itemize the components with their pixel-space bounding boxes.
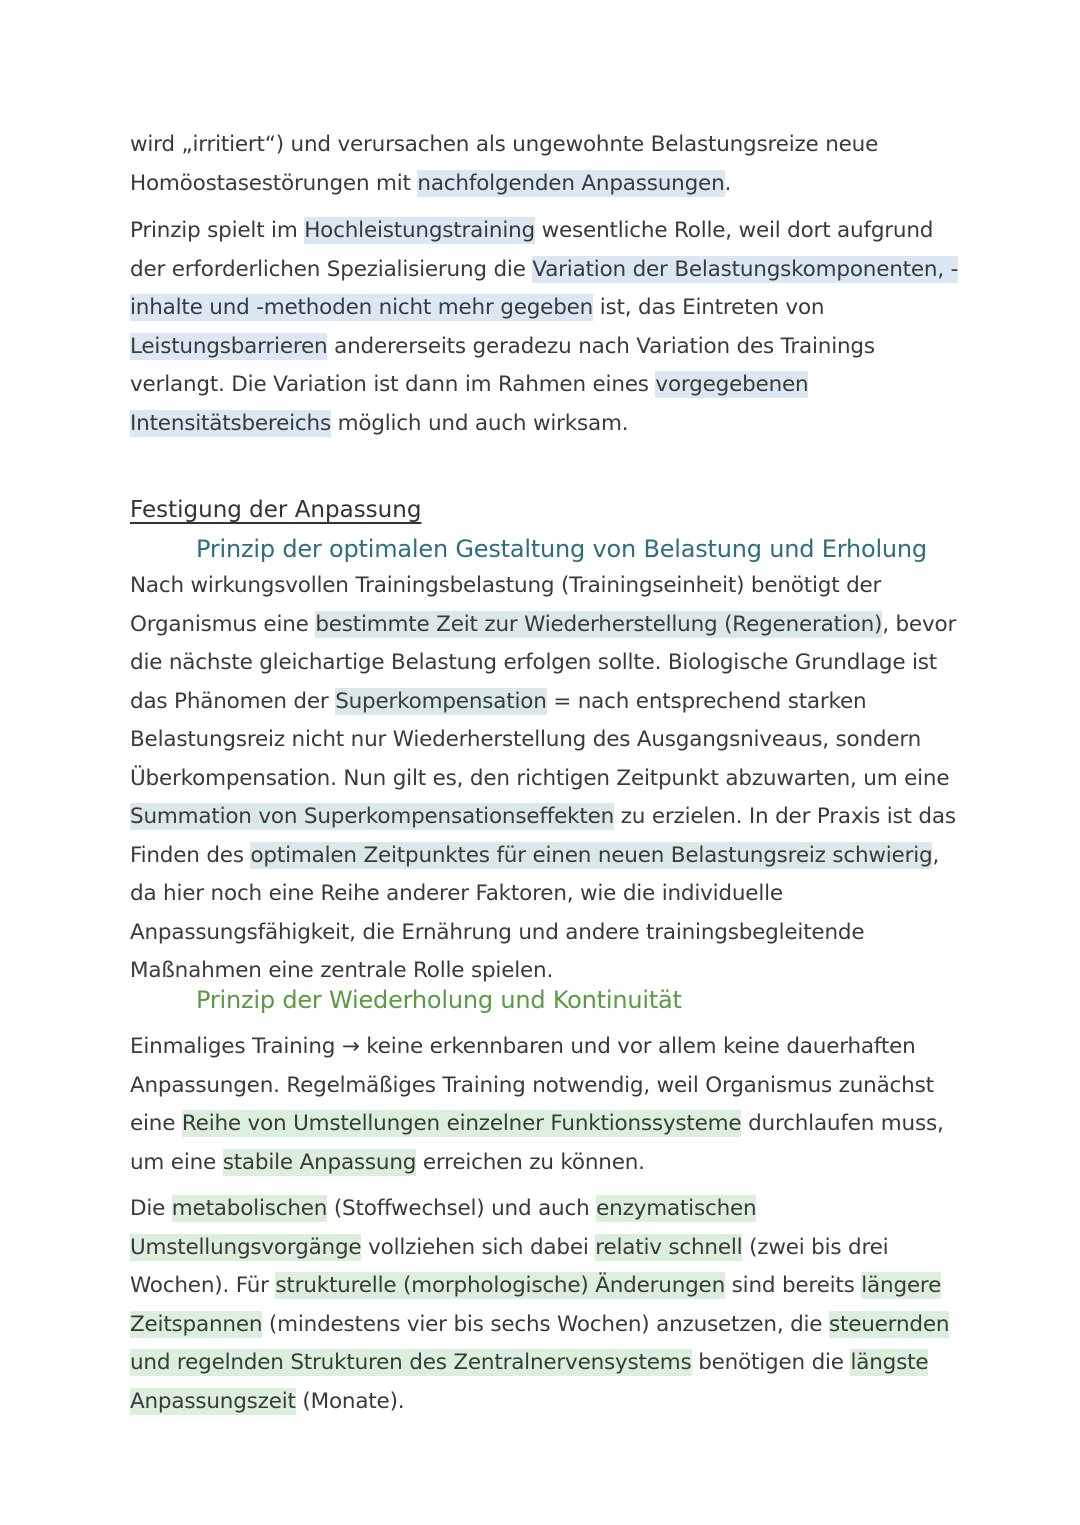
paragraph-text xyxy=(130,567,960,991)
highlight: Hochleistungstraining xyxy=(304,218,535,243)
paragraph-text xyxy=(130,126,960,203)
subheading-belastung-erholung: Prinzip der optimalen Gestaltung von Belastung und Erholung xyxy=(196,535,927,563)
text-run: wesentliche Rolle, weil dort aufgrund der erforderlichen Spezialisierung die xyxy=(130,218,934,282)
text-run: Nach wirkungsvollen Trainingsbelastung (Trainingseinheit) benötigt der Organismus eine xyxy=(130,573,882,637)
highlight: vorgegebenen Intensitätsbereichs xyxy=(130,372,809,436)
paragraph-hochleistung xyxy=(130,212,960,443)
highlight: steuernden und regelnden Strukturen des Zentralnervensystems xyxy=(130,1311,950,1375)
text-run: (zwei bis drei Wochen). Für xyxy=(130,1234,889,1298)
highlight: längere Zeitspannen xyxy=(130,1273,942,1337)
highlight: stabile Anpassung xyxy=(222,1149,417,1175)
text-run: andererseits geradezu nach Variation des Trainings verlangt. Die Variation ist dann im Rahmen eines xyxy=(130,333,875,397)
paragraph-variation-intro xyxy=(130,126,960,203)
highlight: Reihe von Umstellungen einzelner Funktionssysteme xyxy=(181,1111,742,1136)
text-run: vollziehen sich dabei xyxy=(361,1234,596,1260)
text-run: benötigen die xyxy=(691,1350,851,1375)
text-run: ist, das Eintreten von xyxy=(593,295,825,320)
highlight: Summation von Superkompensationseffekten xyxy=(130,804,615,829)
paragraph-text xyxy=(130,212,960,443)
text-run: , da hier noch eine Reihe anderer Faktoren, wie die individuelle Anpassungsfähigkeit, die Ernährung und andere trainingsbegleitende Maßnahmen eine zentrale Rolle spielen. xyxy=(130,842,940,983)
highlight: enzymatischen Umstellungsvorgänge xyxy=(130,1196,757,1260)
text-run: möglich und auch wirksam. xyxy=(330,410,629,436)
subheading-wiederholung: Prinzip der Wiederholung und Kontinuität xyxy=(196,986,682,1014)
text-run: Die xyxy=(130,1196,172,1221)
text-run: Prinzip spielt im xyxy=(130,218,305,243)
paragraph-text xyxy=(130,1028,960,1182)
text-run: durchlaufen muss, um eine xyxy=(130,1111,944,1175)
text-run: . xyxy=(724,170,732,196)
highlight: strukturelle (morphologische) Änderungen xyxy=(275,1273,726,1298)
section-heading: Festigung der Anpassung xyxy=(130,497,422,523)
paragraph-superkompensation xyxy=(130,567,960,991)
highlight: metabolischen xyxy=(171,1196,328,1221)
text-run: wird „irritiert“) und verursachen als ungewohnte Belastungsreize neue Homöostasestörungen mit xyxy=(130,132,879,196)
text-run: sind bereits xyxy=(725,1273,862,1298)
highlight: Variation der Belastungskomponenten, -inhalte und -methoden nicht mehr gegeben xyxy=(130,256,959,320)
paragraph-einmaliges-training xyxy=(130,1028,960,1182)
paragraph-text xyxy=(130,1190,960,1421)
text-run: , bevor die nächste gleichartige Belastung erfolgen sollte. Biologische Grundlage ist das Phänomen der xyxy=(130,611,957,714)
highlight: Superkompensation xyxy=(335,688,547,714)
text-run: (Stoffwechsel) und auch xyxy=(327,1196,597,1221)
text-run: erreichen zu können. xyxy=(416,1149,645,1175)
highlight: relativ schnell xyxy=(595,1234,743,1260)
text-run: Einmaliges Training → keine erkennbaren und vor allem keine dauerhaften Anpassungen. Regelmäßiges Training notwendig, weil Organismus zunächst eine xyxy=(130,1034,934,1136)
highlight: nachfolgenden Anpassungen xyxy=(417,170,725,196)
text-run: (Monate). xyxy=(295,1388,405,1414)
highlight: bestimmte Zeit zur Wiederherstellung (Regeneration) xyxy=(315,611,883,637)
text-run: = nach entsprechend starken Belastungsreiz nicht nur Wiederherstellung des Ausgangsniveaus, sondern Überkompensation. Nun gilt es, den richtigen Zeitpunkt abzuwarten, um eine xyxy=(130,688,950,791)
highlight: Leistungsbarrieren xyxy=(130,333,328,359)
text-run: zu erzielen. In der Praxis ist das Finden des xyxy=(130,804,956,868)
highlight: optimalen Zeitpunktes für einen neuen Belastungsreiz schwierig xyxy=(250,842,933,868)
text-run: (mindestens vier bis sechs Wochen) anzusetzen, die xyxy=(262,1311,829,1337)
paragraph-umstellungsvorgaenge xyxy=(130,1190,960,1421)
highlight: längste Anpassungszeit xyxy=(130,1350,929,1414)
